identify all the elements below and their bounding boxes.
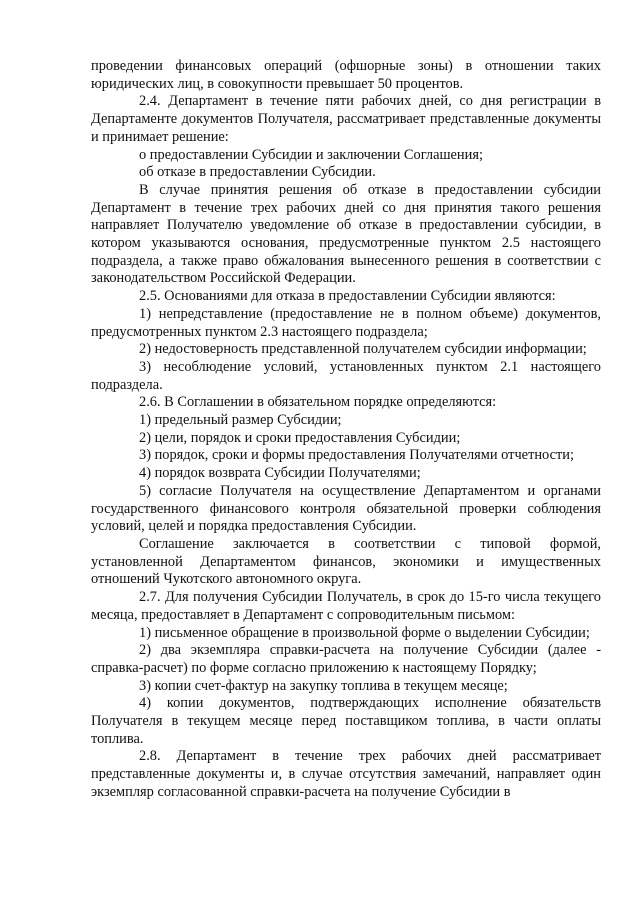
paragraph-2-7: 2.7. Для получения Субсидии Получатель, в срок до 15-го числа текущего месяца, предоставляет в Департамент с сопроводительным письмом: xyxy=(91,589,601,623)
paragraph-2-6-item-3: 3) порядок, сроки и формы предоставления Получателями отчетности; xyxy=(139,447,574,464)
paragraph-decision-refusal: об отказе в предоставлении Субсидии. xyxy=(139,164,376,181)
paragraph-2-5: 2.5. Основаниями для отказа в предоставлении Субсидии являются: xyxy=(139,288,556,305)
paragraph-2-7-item-3: 3) копии счет-фактур на закупку топлива в текущем месяце; xyxy=(139,677,508,694)
paragraph-2-6-item-2: 2) цели, порядок и сроки предоставления Субсидии; xyxy=(139,429,461,446)
paragraph-2-5-item-3: 3) несоблюдение условий, установленных пунктом 2.1 настоящего подраздела. xyxy=(91,358,601,393)
paragraph-2-5-item-1: 1) непредставление (предоставление не в полном объеме) документов, предусмотренных пунктом 2.3 настоящего подраздела; xyxy=(91,305,601,340)
document-page xyxy=(91,58,601,802)
paragraph-2-5-item-2: 2) недостоверность представленной получателем субсидии информации; xyxy=(139,341,587,358)
paragraph-decision-grant: о предоставлении Субсидии и заключении Соглашения; xyxy=(139,146,483,163)
paragraph-2-4: 2.4. Департамент в течение пяти рабочих дней, со дня регистрации в Департаменте документов Получателя, рассматривает представленные документы и принимает решение: xyxy=(91,93,601,145)
paragraph-2-7-item-2: 2) два экземпляра справки-расчета на получение Субсидии (далее - справка-расчет) по форме согласно приложению к настоящему Порядку; xyxy=(91,642,601,676)
paragraph-2-7-item-1: 1) письменное обращение в произвольной форме о выделении Субсидии; xyxy=(139,624,590,641)
paragraph-2-7-item-4: 4) копии документов, подтверждающих исполнение обязательств Получателя в текущем месяце перед поставщиком топлива, в части оплаты топлива. xyxy=(91,695,601,747)
paragraph-agreement-form: Соглашение заключается в соответствии с типовой формой, установленной Департаментом финансов, экономики и имущественных отношений Чукотского автономного округа. xyxy=(91,535,601,588)
paragraph-2-8: 2.8. Департамент в течение трех рабочих дней рассматривает представленные документы и, в случае отсутствия замечаний, направляет один экземпляр согласованной справки-расчета на получение Субсидии в xyxy=(91,748,601,800)
paragraph-refusal-notice: В случае принятия решения об отказе в предоставлении субсидии Департамент в течение трех рабочих дней со дня принятия такого решения направляет Получателю уведомление об отказе в предоставлении субсидии, в котором указываются основания, предусмотренные пунктом 2.5 настоящего подраздела, а также право обжалования вынесенного решения в соответствии с законодательством Российской Федерации. xyxy=(91,181,601,287)
paragraph-2-6-item-4: 4) порядок возврата Субсидии Получателями; xyxy=(139,465,421,482)
paragraph-2-6-item-1: 1) предельный размер Субсидии; xyxy=(139,412,342,429)
paragraph-2-6-item-5: 5) согласие Получателя на осуществление Департаментом и органами государственного финансового контроля обязательной проверки соблюдения условий, целей и порядка предоставления Субсидии. xyxy=(91,482,601,535)
paragraph-continuation: проведении финансовых операций (офшорные зоны) в отношении таких юридических лиц, в совокупности превышает 50 процентов. xyxy=(91,58,601,92)
paragraph-2-6: 2.6. В Соглашении в обязательном порядке определяются: xyxy=(139,394,497,411)
